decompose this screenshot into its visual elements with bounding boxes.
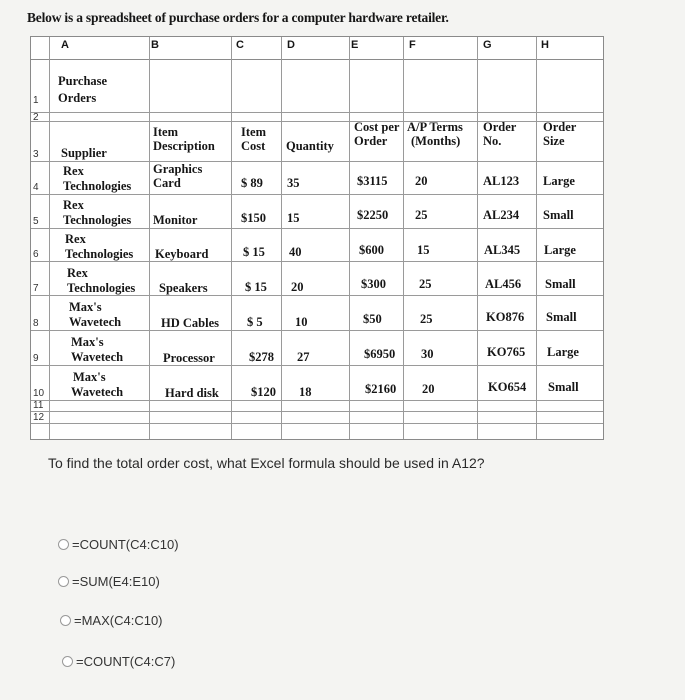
row-number: 3 xyxy=(33,149,39,160)
cell-description: Monitor xyxy=(153,213,198,227)
cell-quantity: 35 xyxy=(287,176,300,190)
column-e-header: E xyxy=(351,39,359,51)
header-order-no: Order xyxy=(483,120,517,134)
header-item-cost: Cost xyxy=(241,139,266,153)
grid-line xyxy=(31,261,603,262)
cell-order-cost: $3115 xyxy=(357,174,388,188)
cell-order-cost: $300 xyxy=(361,277,386,291)
cell-supplier: Rex xyxy=(65,232,86,246)
cell-supplier: Technologies xyxy=(65,247,134,261)
cell-item-cost: $ 89 xyxy=(241,176,263,190)
column-g-header: G xyxy=(483,39,492,51)
header-item-cost: Item xyxy=(241,125,266,139)
cell-supplier: Wavetech xyxy=(71,385,124,399)
cell-terms: 25 xyxy=(419,277,432,291)
grid-line xyxy=(31,194,603,195)
cell-supplier: Technologies xyxy=(63,213,132,227)
header-cost-per-order: Order xyxy=(354,134,388,148)
column-c-header: C xyxy=(236,39,244,51)
row-number: 11 xyxy=(33,400,44,411)
cell-item-cost: $ 5 xyxy=(247,315,263,329)
grid-line xyxy=(231,37,232,439)
cell-description: Processor xyxy=(163,351,215,365)
grid-line xyxy=(149,37,150,439)
cell-supplier: Rex xyxy=(63,198,84,212)
radio-button-icon[interactable] xyxy=(58,576,69,587)
grid-line xyxy=(31,330,603,331)
cell-description: Graphics xyxy=(153,162,203,176)
cell-terms: 20 xyxy=(415,174,428,188)
cell-description: Keyboard xyxy=(155,247,209,261)
grid-line xyxy=(49,37,50,439)
grid-line xyxy=(31,365,603,366)
cell-order-size: Large xyxy=(543,174,575,188)
header-ap-terms: A/P Terms xyxy=(407,120,463,134)
header-order-size: Order xyxy=(543,120,577,134)
grid-line xyxy=(31,411,603,412)
cell-supplier: Max's xyxy=(69,300,102,314)
answer-option-4[interactable] xyxy=(62,654,175,669)
cell-description: HD Cables xyxy=(161,316,219,330)
cell-order-cost: $2250 xyxy=(357,208,389,222)
header-order-no: No. xyxy=(483,134,502,148)
grid-line xyxy=(349,37,350,439)
answer-option-1[interactable] xyxy=(58,537,179,552)
cell-order-size: Small xyxy=(546,310,577,324)
cell-terms: 20 xyxy=(422,382,435,396)
grid-line xyxy=(536,37,537,439)
cell-item-cost: $ 15 xyxy=(243,245,265,259)
row-number: 2 xyxy=(33,112,39,123)
cell-description: Card xyxy=(153,176,181,190)
cell-supplier: Rex xyxy=(63,164,84,178)
cell-supplier: Technologies xyxy=(67,281,136,295)
cell-supplier: Rex xyxy=(67,266,88,280)
sheet-title-line2: Orders xyxy=(58,91,97,105)
cell-terms: 30 xyxy=(421,347,434,361)
row-number: 6 xyxy=(33,249,39,260)
cell-quantity: 27 xyxy=(297,350,310,364)
cell-order-no: KO765 xyxy=(487,345,526,359)
cell-order-no: AL345 xyxy=(484,243,521,257)
intro-text: Below is a spreadsheet of purchase orders for a computer hardware retailer. xyxy=(27,10,449,25)
cell-order-size: Small xyxy=(543,208,574,222)
cell-order-size: Large xyxy=(544,243,576,257)
cell-item-cost: $150 xyxy=(241,211,266,225)
column-f-header: F xyxy=(409,39,416,51)
cell-supplier: Wavetech xyxy=(69,315,122,329)
row-number: 10 xyxy=(33,388,45,399)
answer-option-label: =COUNT(C4:C10) xyxy=(72,537,179,552)
cell-order-cost: $6950 xyxy=(364,347,396,361)
spreadsheet xyxy=(30,36,604,440)
cell-supplier: Wavetech xyxy=(71,350,124,364)
cell-order-size: Small xyxy=(548,380,579,394)
cell-order-cost: $600 xyxy=(359,243,384,257)
header-ap-terms: (Months) xyxy=(411,134,461,148)
cell-order-cost: $50 xyxy=(363,312,382,326)
cell-supplier: Technologies xyxy=(63,179,132,193)
column-b-header: B xyxy=(151,39,159,51)
cell-order-no: AL456 xyxy=(485,277,522,291)
row-number: 7 xyxy=(33,283,39,294)
row-number: 5 xyxy=(33,216,39,227)
sheet-title-line1: Purchase xyxy=(58,74,108,88)
cell-order-size: Small xyxy=(545,277,576,291)
cell-order-size: Large xyxy=(547,345,579,359)
grid-line xyxy=(477,37,478,439)
answer-option-label: =COUNT(C4:C7) xyxy=(76,654,176,669)
header-item-description: Description xyxy=(153,139,215,153)
grid-line xyxy=(31,112,603,113)
cell-terms: 25 xyxy=(415,208,428,222)
header-supplier: Supplier xyxy=(61,146,107,160)
cell-order-no: KO654 xyxy=(488,380,527,394)
row-number: 12 xyxy=(33,412,45,423)
cell-order-no: AL123 xyxy=(483,174,520,188)
cell-quantity: 40 xyxy=(289,245,302,259)
grid-line xyxy=(403,37,404,439)
cell-order-cost: $2160 xyxy=(365,382,397,396)
cell-description: Speakers xyxy=(159,281,208,295)
grid-line xyxy=(281,37,282,439)
answer-option-label: =MAX(C4:C10) xyxy=(74,613,163,628)
radio-button-icon[interactable] xyxy=(62,656,73,667)
grid-line xyxy=(31,161,603,162)
cell-description: Hard disk xyxy=(165,386,219,400)
header-item-description: Item xyxy=(153,125,178,139)
cell-terms: 15 xyxy=(417,243,430,257)
row-number: 9 xyxy=(33,353,39,364)
header-cost-per-order: Cost per xyxy=(354,120,400,134)
row-number: 4 xyxy=(33,182,39,193)
column-h-header: H xyxy=(541,39,549,51)
cell-terms: 25 xyxy=(420,312,433,326)
cell-quantity: 10 xyxy=(295,315,308,329)
cell-supplier: Max's xyxy=(73,370,106,384)
column-a-header: A xyxy=(61,39,69,51)
column-d-header: D xyxy=(287,39,295,51)
cell-item-cost: $ 15 xyxy=(245,280,267,294)
cell-quantity: 20 xyxy=(291,280,304,294)
cell-supplier: Max's xyxy=(71,335,104,349)
header-quantity: Quantity xyxy=(286,139,334,153)
row-number: 1 xyxy=(33,95,39,106)
cell-quantity: 18 xyxy=(299,385,312,399)
answer-option-2[interactable] xyxy=(58,574,160,589)
row-number: 8 xyxy=(33,318,39,329)
grid-line xyxy=(31,121,603,122)
cell-order-no: KO876 xyxy=(486,310,525,324)
grid-line xyxy=(31,295,603,296)
header-order-size: Size xyxy=(543,134,565,148)
radio-button-icon[interactable] xyxy=(60,615,71,626)
cell-item-cost: $278 xyxy=(249,350,274,364)
cell-order-no: AL234 xyxy=(483,208,520,222)
answer-option-label: =SUM(E4:E10) xyxy=(72,574,160,589)
grid-line xyxy=(31,400,603,401)
grid-line xyxy=(31,228,603,229)
cell-quantity: 15 xyxy=(287,211,300,225)
column-header-row xyxy=(31,37,603,60)
grid-line xyxy=(31,423,603,424)
radio-button-icon[interactable] xyxy=(58,539,69,550)
answer-option-3[interactable] xyxy=(60,613,163,628)
question-text: To find the total order cost, what Excel formula should be used in A12? xyxy=(48,455,485,471)
cell-item-cost: $120 xyxy=(251,385,276,399)
